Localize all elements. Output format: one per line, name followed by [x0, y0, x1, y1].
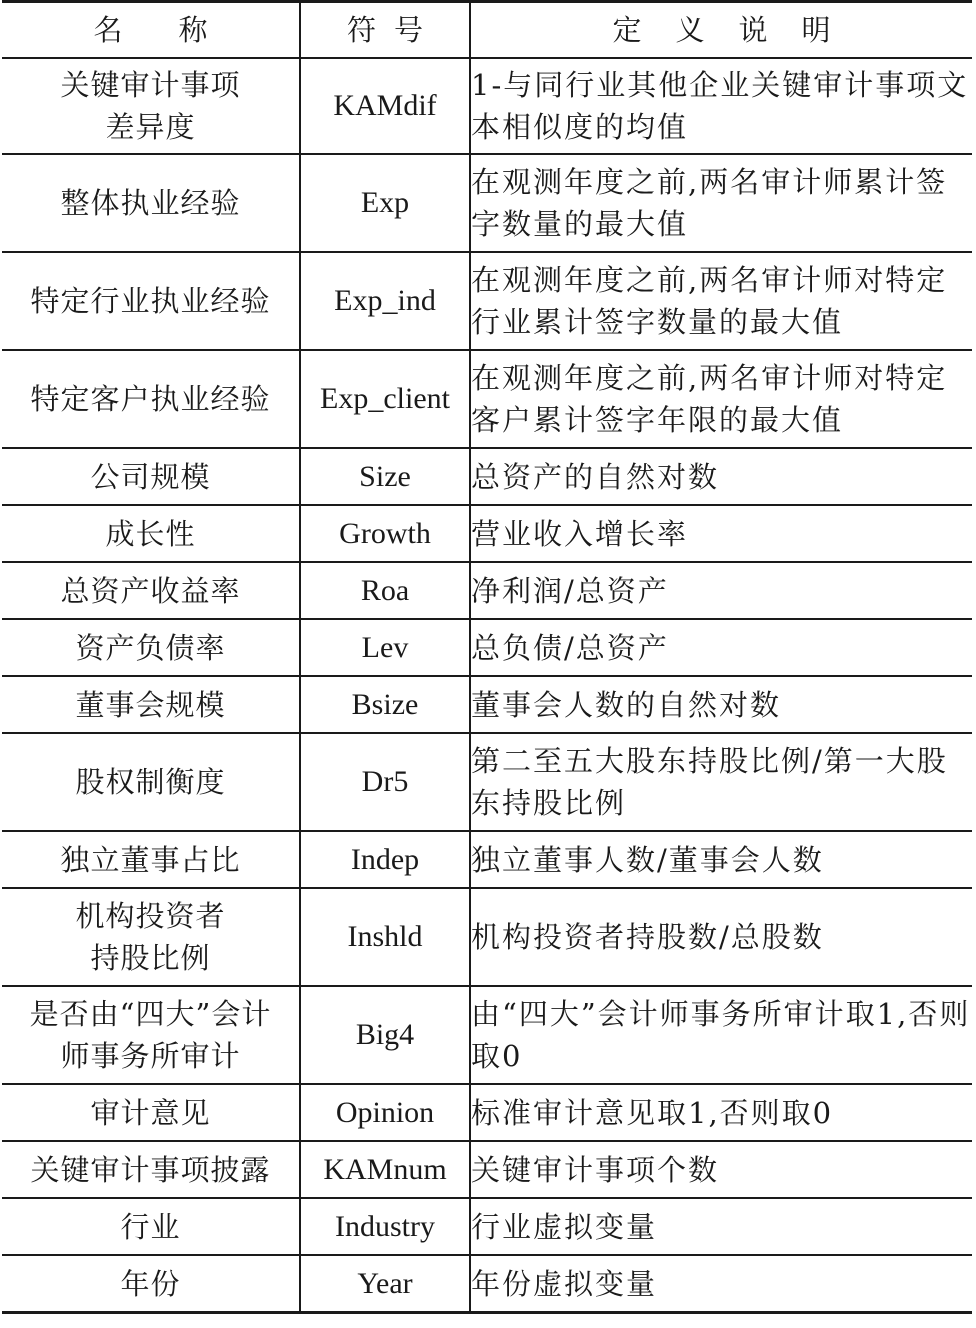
variable-definition: 独立董事人数/董事会人数 — [470, 831, 972, 888]
variable-symbol: Year — [300, 1255, 470, 1313]
variable-definition: 总负债/总资产 — [470, 619, 972, 676]
table-row — [2, 619, 972, 676]
table-row — [2, 1141, 972, 1198]
table-row — [2, 831, 972, 888]
table-body — [2, 58, 972, 1313]
variable-name: 特定行业执业经验 — [2, 252, 300, 350]
table-row — [2, 505, 972, 562]
variable-definition: 1-与同行业其他企业关键审计事项文本相似度的均值 — [470, 58, 972, 154]
variable-symbol: Industry — [300, 1198, 470, 1255]
variable-definition: 营业收入增长率 — [470, 505, 972, 562]
variable-definition: 标准审计意见取1,否则取0 — [470, 1084, 972, 1141]
table-row — [2, 154, 972, 252]
table-row — [2, 562, 972, 619]
variable-definition: 第二至五大股东持股比例/第一大股东持股比例 — [470, 733, 972, 831]
variable-symbol: Roa — [300, 562, 470, 619]
variable-symbol: Dr5 — [300, 733, 470, 831]
variable-definition: 董事会人数的自然对数 — [470, 676, 972, 733]
table-row — [2, 448, 972, 505]
table-row — [2, 350, 972, 448]
table-row — [2, 1198, 972, 1255]
table-row — [2, 58, 972, 154]
variable-symbol: Bsize — [300, 676, 470, 733]
variable-name: 行业 — [2, 1198, 300, 1255]
variable-definition: 机构投资者持股数/总股数 — [470, 888, 972, 986]
variable-definition-table — [2, 0, 972, 1314]
variable-name: 总资产收益率 — [2, 562, 300, 619]
variable-name: 关键审计事项披露 — [2, 1141, 300, 1198]
variable-name: 是否由“四大”会计 师事务所审计 — [2, 986, 300, 1084]
variable-symbol: Big4 — [300, 986, 470, 1084]
table-row — [2, 733, 972, 831]
header-row — [2, 2, 972, 59]
variable-name: 审计意见 — [2, 1084, 300, 1141]
variable-symbol: Exp_client — [300, 350, 470, 448]
table-row — [2, 676, 972, 733]
variable-name: 特定客户执业经验 — [2, 350, 300, 448]
variable-symbol: Opinion — [300, 1084, 470, 1141]
variable-definition: 行业虚拟变量 — [470, 1198, 972, 1255]
variable-name: 成长性 — [2, 505, 300, 562]
table-header — [2, 2, 972, 59]
variable-definition: 在观测年度之前,两名审计师对特定行业累计签字数量的最大值 — [470, 252, 972, 350]
variable-name: 整体执业经验 — [2, 154, 300, 252]
variable-symbol: Exp — [300, 154, 470, 252]
variable-name: 董事会规模 — [2, 676, 300, 733]
header-symbol: 符号 — [300, 2, 470, 59]
variable-name: 关键审计事项 差异度 — [2, 58, 300, 154]
variable-symbol: Exp_ind — [300, 252, 470, 350]
table-row — [2, 252, 972, 350]
variable-definition: 由“四大”会计师事务所审计取1,否则取0 — [470, 986, 972, 1084]
variable-definition: 年份虚拟变量 — [470, 1255, 972, 1313]
variable-symbol: KAMnum — [300, 1141, 470, 1198]
variable-definition: 在观测年度之前,两名审计师对特定客户累计签字年限的最大值 — [470, 350, 972, 448]
variable-name: 独立董事占比 — [2, 831, 300, 888]
variable-name: 股权制衡度 — [2, 733, 300, 831]
header-name: 名称 — [2, 2, 300, 59]
variable-symbol: Growth — [300, 505, 470, 562]
variable-name: 年份 — [2, 1255, 300, 1313]
variable-symbol: Lev — [300, 619, 470, 676]
variable-name: 公司规模 — [2, 448, 300, 505]
table-row — [2, 986, 972, 1084]
variable-definition: 总资产的自然对数 — [470, 448, 972, 505]
variable-definition: 净利润/总资产 — [470, 562, 972, 619]
variable-name: 机构投资者 持股比例 — [2, 888, 300, 986]
table-row — [2, 1255, 972, 1313]
variable-name: 资产负债率 — [2, 619, 300, 676]
variable-symbol: KAMdif — [300, 58, 470, 154]
variable-definition: 在观测年度之前,两名审计师累计签字数量的最大值 — [470, 154, 972, 252]
variable-definition: 关键审计事项个数 — [470, 1141, 972, 1198]
variable-symbol: Size — [300, 448, 470, 505]
variable-symbol: Indep — [300, 831, 470, 888]
table-row — [2, 888, 972, 986]
header-definition: 定义说明 — [470, 2, 972, 59]
variable-symbol: Inshld — [300, 888, 470, 986]
table-row — [2, 1084, 972, 1141]
